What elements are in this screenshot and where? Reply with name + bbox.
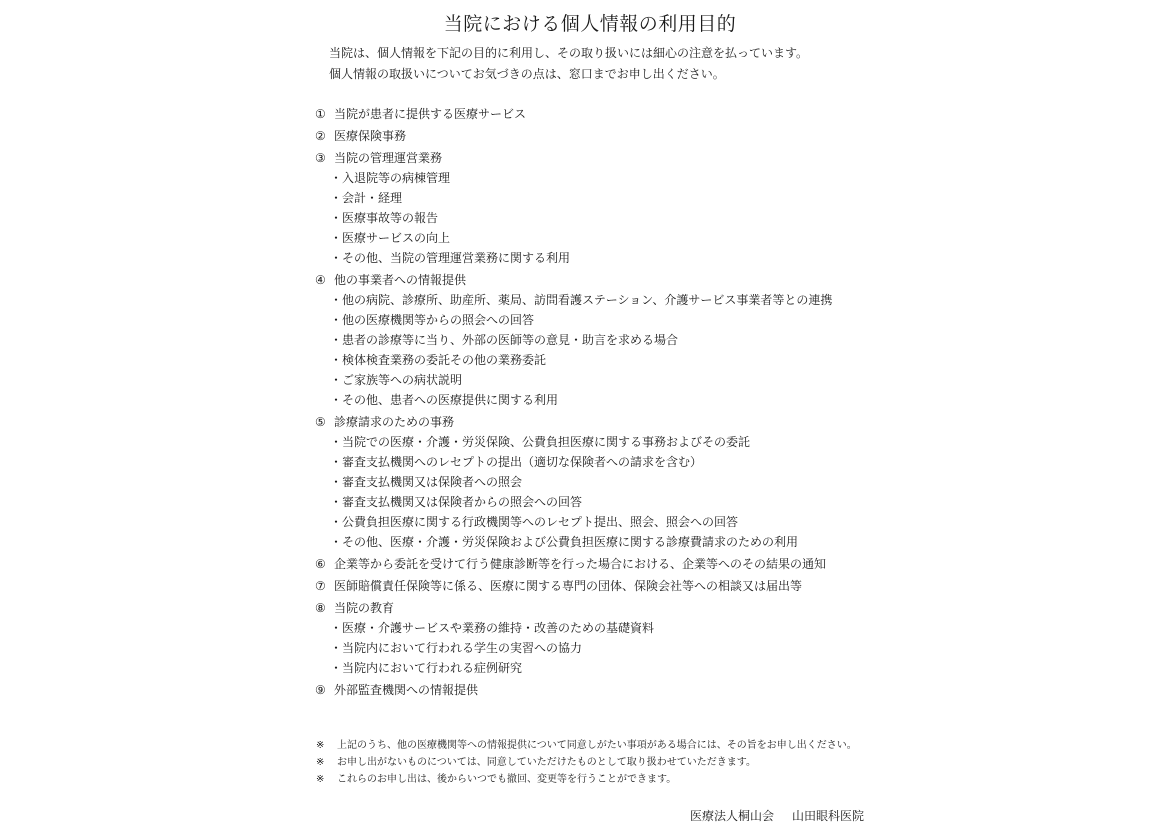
- note-text: これらのお申し出は、後からいつでも撤回、変更等を行うことができます。: [337, 774, 677, 785]
- section-title: 企業等から委託を受けて行う健康診断等を行った場合における、企業等へのその結果の通知: [334, 557, 827, 571]
- purpose-section: [315, 576, 875, 598]
- section-number: ②: [315, 129, 326, 143]
- section-title: 当院の管理運営業務: [334, 151, 443, 165]
- note-text: お申し出がないものについては、同意していただけたものとして取り扱わせていただきます。: [337, 757, 756, 768]
- signature-clinic: 山田眼科医院: [792, 809, 865, 823]
- section-item: ・公費負担医療に関する行政機関等へのレセプト提出、照会、照会への回答: [330, 515, 739, 529]
- section-number: ⑨: [315, 683, 326, 697]
- section-item: ・当院内において行われる症例研究: [330, 661, 523, 675]
- section-item: ・その他、当院の管理運営業務に関する利用: [330, 251, 571, 265]
- section-item: ・他の医療機関等からの照会への回答: [330, 313, 535, 327]
- purpose-section: [315, 148, 875, 270]
- note-text: 上記のうち、他の医療機関等への情報提供について同意しがたい事項がある場合には、その旨をお申し出ください。: [337, 740, 857, 751]
- note-mark: ※: [316, 757, 325, 768]
- section-item: ・その他、患者への医療提供に関する利用: [330, 393, 559, 407]
- section-title: 当院の教育: [334, 601, 395, 615]
- section-item: ・審査支払機関へのレセプトの提出（適切な保険者への請求を含む）: [330, 455, 703, 469]
- section-number: ⑥: [315, 557, 326, 571]
- section-number: ⑤: [315, 415, 326, 429]
- purpose-section: [315, 680, 875, 702]
- note-line: [316, 754, 857, 771]
- purpose-section: [315, 554, 875, 576]
- section-heading: [315, 576, 875, 596]
- intro-line-1: 当院は、個人情報を下記の目的に利用し、その取り扱いには細心の注意を払っています。: [329, 46, 809, 60]
- section-item: ・ご家族等への病状説明: [330, 373, 463, 387]
- section-heading: [315, 126, 875, 146]
- section-number: ⑧: [315, 601, 326, 615]
- section-heading: [315, 554, 875, 574]
- section-item: ・入退院等の病棟管理: [330, 171, 451, 185]
- note-line: [316, 771, 857, 788]
- note-mark: ※: [316, 740, 325, 751]
- section-number: ⑦: [315, 579, 326, 593]
- section-title: 当院が患者に提供する医療サービス: [334, 107, 527, 121]
- notes-block: [316, 737, 857, 788]
- section-heading: [315, 104, 875, 124]
- note-line: [316, 737, 857, 754]
- section-item: ・会計・経理: [330, 191, 403, 205]
- section-number: ④: [315, 273, 326, 287]
- purpose-section: [315, 412, 875, 554]
- section-item: ・審査支払機関又は保険者からの照会への回答: [330, 495, 583, 509]
- section-item: ・当院での医療・介護・労災保険、公費負担医療に関する事務およびその委託: [330, 435, 751, 449]
- section-item: ・当院内において行われる学生の実習への協力: [330, 641, 583, 655]
- section-item: ・他の病院、診療所、助産所、薬局、訪問看護ステーション、介護サービス事業者等との連携: [330, 293, 833, 307]
- section-item: ・患者の診療等に当り、外部の医師等の意見・助言を求める場合: [330, 333, 679, 347]
- section-heading: [315, 680, 875, 700]
- intro-line-2: 個人情報の取扱いについてお気づきの点は、窓口までお申し出ください。: [329, 67, 725, 81]
- section-heading: [315, 412, 875, 432]
- section-item: ・医療・介護サービスや業務の維持・改善のための基礎資料: [330, 621, 655, 635]
- purpose-section: [315, 126, 875, 148]
- page-title: 当院における個人情報の利用目的: [443, 13, 737, 35]
- section-heading: [315, 598, 875, 618]
- signature-org: 医療法人桐山会: [690, 809, 775, 823]
- section-item: ・審査支払機関又は保険者への照会: [330, 475, 523, 489]
- section-title: 診療請求のための事務: [334, 415, 455, 429]
- section-title: 他の事業者への情報提供: [334, 273, 467, 287]
- section-item: ・医療事故等の報告: [330, 211, 439, 225]
- section-heading: [315, 148, 875, 168]
- section-heading: [315, 270, 875, 290]
- section-number: ③: [315, 151, 326, 165]
- purpose-list: [315, 104, 875, 702]
- purpose-section: [315, 598, 875, 680]
- section-item: ・その他、医療・介護・労災保険および公費負担医療に関する診療費請求のための利用: [330, 535, 799, 549]
- section-item: ・医療サービスの向上: [330, 231, 451, 245]
- purpose-section: [315, 104, 875, 126]
- section-title: 外部監査機関への情報提供: [334, 683, 479, 697]
- signature: [690, 807, 864, 824]
- section-item: ・検体検査業務の委託その他の業務委託: [330, 353, 547, 367]
- section-title: 医療保険事務: [334, 129, 407, 143]
- section-number: ①: [315, 107, 326, 121]
- purpose-section: [315, 270, 875, 412]
- section-title: 医師賠償責任保険等に係る、医療に関する専門の団体、保険会社等への相談又は届出等: [334, 579, 803, 593]
- note-mark: ※: [316, 774, 325, 785]
